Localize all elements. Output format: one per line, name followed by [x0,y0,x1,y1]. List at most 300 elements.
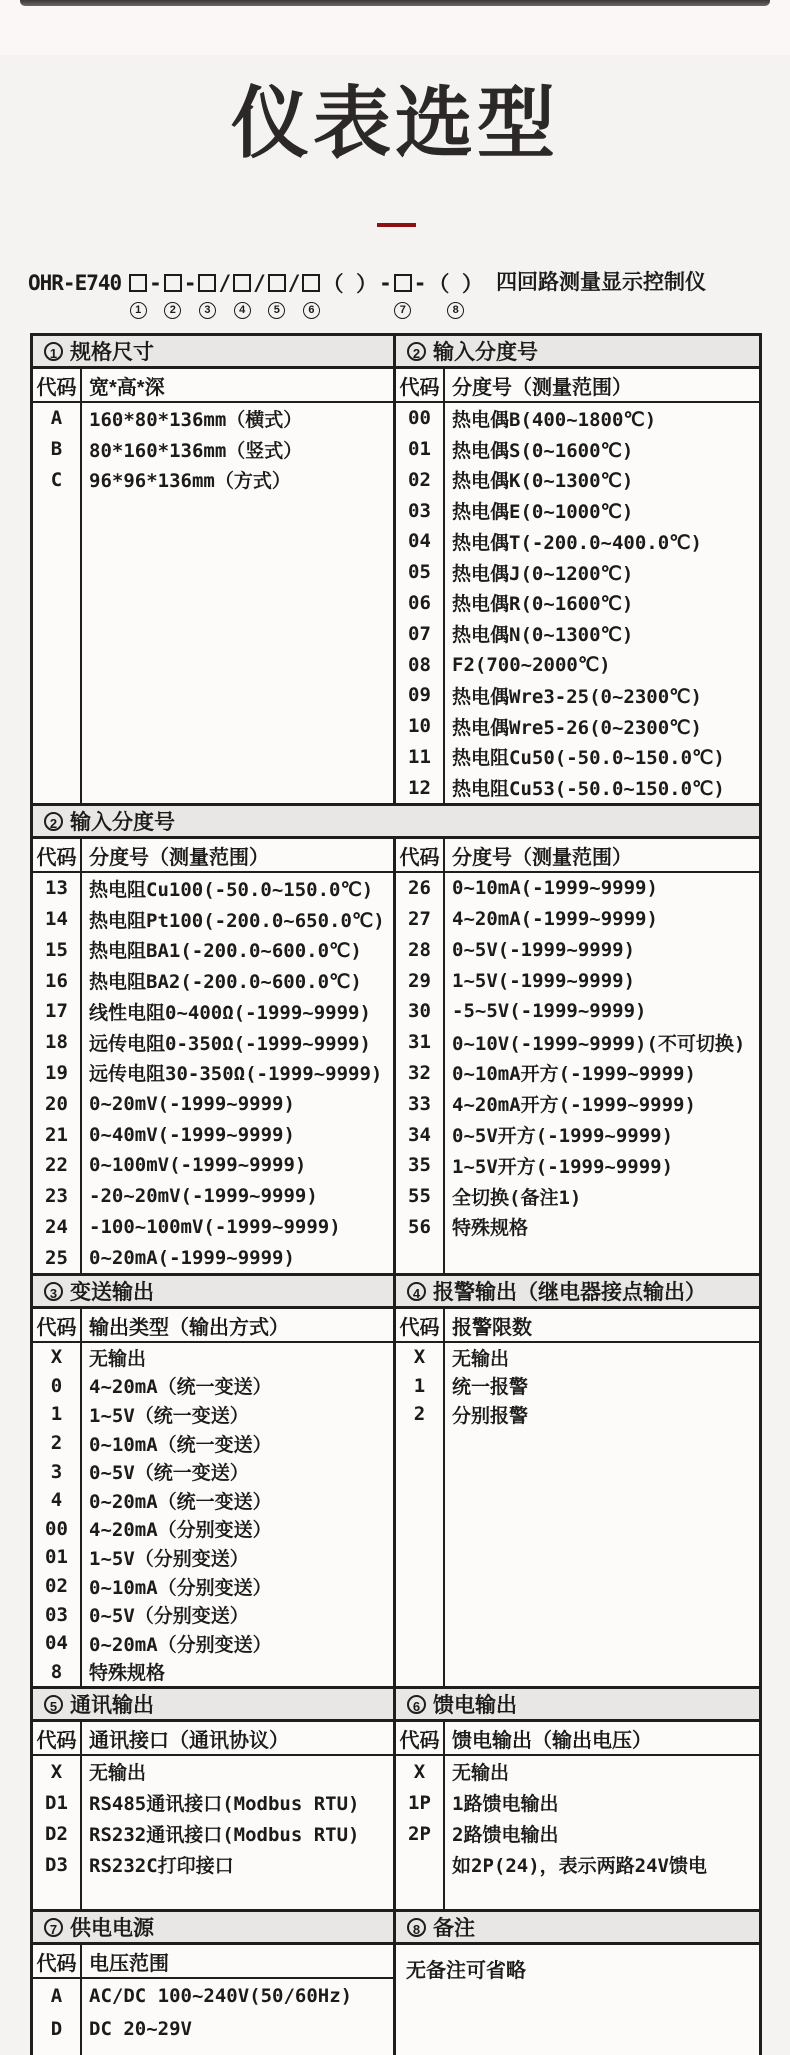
code-cell: D2 [45,1822,68,1845]
code-cell: 00 [45,1517,68,1540]
model-separator [253,270,266,319]
section-content [33,1945,759,2055]
column-header-desc: 馈电输出（输出电压） [452,1729,652,1752]
band-index-badge: 6 [407,1695,426,1714]
section-band-row [33,1273,759,1309]
code-cell: X [50,1760,63,1783]
desc-cell: 0~20mA（分别变送） [89,1633,272,1656]
desc-cell: 4~20mA开方(-1999~9999) [452,1094,696,1117]
desc-cell: 0~20mV(-1999~9999) [89,1092,295,1115]
desc-cell: 特殊规格 [89,1662,166,1685]
code-cell: 00 [408,407,431,430]
model-index-badge: 3 [199,302,216,319]
top-background-strip [0,0,790,55]
code-cell: 3 [50,1460,63,1483]
code-cell: 19 [45,1061,68,1084]
desc-cell: 全切换(备注1) [452,1186,582,1209]
code-cell: 22 [45,1154,68,1177]
code-cell: 25 [45,1246,68,1269]
code-cell: 14 [45,908,68,931]
model-code-row [28,270,706,319]
section-content [33,1722,759,1909]
model-box-token [302,270,320,319]
section-band [33,1276,393,1306]
code-column [396,873,445,1273]
desc-cell: 线性电阻0~400Ω(-1999~9999) [89,1001,371,1024]
code-cell: 2 [50,1432,63,1455]
desc-column [445,1343,759,1686]
desc-cell: 热电阻BA1(-200.0~600.0℃) [89,940,362,963]
band-label: 规格尺寸 [70,341,154,364]
desc-cell: 热电偶E(0~1000℃) [452,501,634,524]
section-band-row [33,803,759,839]
column-header-row [396,839,759,873]
model-index-line [394,301,411,319]
code-cell: 17 [45,1000,68,1023]
page-title: 仪表选型 [230,79,559,167]
column-header-code: 代码 [33,839,82,871]
table-half-right [393,369,759,803]
code-cell: 1P [408,1791,431,1814]
section-content [33,839,759,1273]
code-cell: 11 [408,745,431,768]
code-cell [396,1849,443,1880]
code-cell: 23 [45,1185,68,1208]
band-label: 馈电输出 [433,1694,517,1717]
desc-cell: 如2P(24)，表示两路24V馈电 [452,1855,707,1877]
desc-cell: RS232C打印接口 [89,1855,234,1877]
desc-cell: 0~10mA(-1999~9999) [452,877,658,900]
code-cell: 05 [408,561,431,584]
desc-column [82,1979,393,2055]
code-cell: 01 [408,438,431,461]
desc-cell: 0~20mA(-1999~9999) [89,1246,295,1269]
model-index-line [199,301,216,319]
code-cell: 03 [45,1603,68,1626]
desc-cell: 无输出 [452,1762,510,1784]
code-cell: 56 [408,1215,431,1238]
desc-column [82,1756,393,1909]
model-box-token [233,270,251,319]
desc-cell: 热电偶N(0~1300℃) [452,624,634,647]
table-half-left [33,839,393,1273]
column-header-desc: 报警限数 [452,1316,532,1339]
model-separator [428,270,483,319]
separator-glyph: （ ） [322,272,378,296]
model-box-outline [129,274,147,292]
code-cell: 26 [408,877,431,900]
desc-cell: 热电偶Wre3-25(0~2300℃) [452,685,702,708]
model-box [233,270,251,296]
desc-cell: RS485通讯接口(Modbus RTU) [89,1793,360,1815]
model-box-token [129,270,147,319]
column-header-row [33,1722,393,1756]
desc-cell: 热电阻Pt100(-200.0~650.0℃) [89,909,385,932]
desc-cell: 热电偶B(400~1800℃) [452,408,657,431]
model-separator [414,270,427,319]
band-label: 变送输出 [70,1281,154,1304]
column-header-desc: 输出类型（输出方式） [89,1316,289,1339]
table-section [33,1273,759,1686]
code-cell: 2 [413,1403,426,1426]
separator-glyph: / [253,271,266,295]
code-cell: A [50,407,63,430]
code-cell: 04 [408,530,431,553]
code-column [33,873,82,1273]
separator-glyph: （ ） [428,272,484,296]
table-half-right [393,1945,759,2055]
code-cell: 21 [45,1123,68,1146]
desc-cell: 热电偶K(0~1300℃) [452,470,634,493]
code-cell: 09 [408,684,431,707]
table-section [33,803,759,1273]
desc-cell: AC/DC 100~240V(50/60Hz) [89,1984,353,2007]
code-cell: 28 [408,938,431,961]
desc-cell: 2路馈电输出 [452,1824,559,1846]
model-box [268,270,286,296]
column-header-desc: 分度号（测量范围） [452,846,632,869]
model-separator [218,270,231,319]
table-section [33,1686,759,1909]
band-label: 输入分度号 [433,341,538,364]
code-cell: 31 [408,1031,431,1054]
desc-cell: 特殊规格 [452,1217,529,1240]
model-suffix: 四回路测量显示控制仪 [496,271,707,294]
table-body [396,1756,759,1909]
code-cell: 02 [45,1575,68,1598]
code-cell: 13 [45,877,68,900]
desc-cell: 热电偶J(0~1200℃) [452,562,634,585]
code-cell: 35 [408,1154,431,1177]
desc-cell: 0~40mV(-1999~9999) [89,1123,295,1146]
column-header-desc: 分度号（测量范围） [89,846,269,869]
code-cell: 2P [408,1822,431,1845]
desc-cell: 热电阻BA2(-200.0~600.0℃) [89,971,362,994]
column-header-row [33,1309,393,1343]
column-header-row [33,1945,393,1979]
column-header-desc: 宽*高*深 [89,376,165,399]
table-body [33,1756,393,1909]
desc-cell: 0~10V(-1999~9999)(不可切换) [452,1032,746,1055]
title-underline-dash [377,223,416,227]
column-header-code: 代码 [33,1309,82,1341]
desc-cell: 热电偶Wre5-26(0~2300℃) [452,716,702,739]
band-index-badge: 2 [44,812,63,831]
model-prefix: OHR-E740 [28,271,122,295]
section-band [33,1689,393,1719]
model-box [129,270,147,296]
code-cell: 16 [45,969,68,992]
code-cell: 55 [408,1185,431,1208]
table-half-left [33,1722,393,1909]
desc-column [82,873,393,1273]
model-box-token [394,270,412,319]
separator-glyph: / [218,271,232,295]
desc-cell: 1~5V（分别变送） [89,1547,249,1570]
code-cell: 34 [408,1123,431,1146]
desc-cell: 0~20mA（统一变送） [89,1490,272,1513]
code-cell: 03 [408,499,431,522]
table-half-right [393,839,759,1273]
desc-column [445,873,759,1273]
desc-cell: -100~100mV(-1999~9999) [89,1215,341,1238]
code-column [33,1343,82,1686]
table-body [396,873,759,1273]
desc-cell: 0~5V（统一变送） [89,1462,249,1485]
separator-glyph: / [287,271,301,295]
code-cell: 1 [413,1374,426,1397]
separator-glyph: - [413,271,427,295]
column-header-row [396,1722,759,1756]
model-box-outline [233,274,251,292]
code-cell: D [50,2017,63,2040]
desc-cell: 0~5V开方(-1999~9999) [452,1125,674,1147]
column-header-code: 代码 [396,1309,445,1341]
code-cell: 07 [408,622,431,645]
separator-glyph: - [183,271,197,295]
column-header-row [396,1309,759,1343]
table-section [33,1909,759,2055]
code-column [33,1979,82,2055]
desc-cell: 160*80*136mm（横式） [89,408,303,431]
desc-cell: -5~5V(-1999~9999) [452,1000,647,1023]
desc-cell: 远传电阻30-350Ω(-1999~9999) [89,1063,383,1086]
desc-cell: 0~5V（分别变送） [89,1605,249,1628]
desc-cell: 统一报警 [452,1376,529,1399]
desc-cell: DC 20~29V [89,2017,192,2040]
column-header-code: 代码 [396,1722,445,1754]
code-cell: C [50,468,63,491]
table-body [33,1979,393,2055]
model-box [164,270,182,296]
column-header-row [33,839,393,873]
desc-column [445,1756,759,1909]
column-header-code: 代码 [33,1722,82,1754]
code-cell: B [50,438,63,461]
selection-table [30,333,762,2055]
code-cell: 27 [408,908,431,931]
table-body [33,873,393,1273]
section-content [33,369,759,803]
note-cell: 无备注可省略 [406,1960,526,1982]
separator-glyph: - [379,271,392,295]
model-box-outline [302,274,320,292]
column-header-code: 代码 [33,369,82,401]
model-separator [288,270,301,319]
code-cell: D1 [45,1791,68,1814]
code-column [396,403,445,803]
code-cell: 18 [45,1031,68,1054]
model-index-line [268,301,285,319]
section-band-row [33,336,759,369]
code-cell: 0 [50,1374,63,1397]
code-cell: X [50,1346,63,1369]
section-band-row [33,1909,759,1945]
model-index-line [447,301,464,319]
table-half-left [33,369,393,803]
desc-cell: 96*96*136mm（方式） [89,470,291,493]
band-label: 通讯输出 [70,1694,154,1717]
model-index-line [130,301,147,319]
model-index-line [303,301,320,319]
desc-cell: 1~5V(-1999~9999) [452,969,636,992]
table-half-right [393,1722,759,1909]
model-box-token [268,270,286,319]
desc-cell: 0~10mA（统一变送） [89,1433,272,1456]
code-cell: 33 [408,1092,431,1115]
desc-cell: 热电阻Cu100(-50.0~150.0℃) [89,878,374,901]
model-index-badge: 1 [130,302,147,319]
table-half-left [33,1945,393,2055]
band-index-badge: 4 [407,1282,426,1301]
model-index-badge: 4 [234,302,251,319]
section-band [33,806,759,836]
table-body [396,1343,759,1686]
code-cell: 06 [408,591,431,614]
model-box [198,270,216,296]
code-cell: 12 [408,776,431,799]
desc-column [445,403,759,803]
desc-cell: 分别报警 [452,1404,529,1427]
code-cell: X [413,1346,426,1369]
code-column [33,403,82,803]
table-section [33,336,759,803]
column-header-code: 代码 [396,839,445,871]
code-cell: 04 [45,1632,68,1655]
table-half-right [393,1309,759,1686]
model-index-badge: 7 [394,302,411,319]
desc-cell: 热电阻Cu50(-50.0~150.0℃) [452,747,725,770]
model-box-outline [268,274,286,292]
model-index-badge: 2 [164,302,181,319]
band-index-badge: 1 [44,342,63,361]
table-body [33,1343,393,1686]
section-band [393,1912,759,1942]
band-label: 报警输出（继电器接点输出） [433,1281,706,1304]
desc-cell: 1路馈电输出 [452,1793,559,1815]
separator-glyph: - [149,271,162,295]
desc-cell: 4~20mA（分别变送） [89,1519,272,1542]
section-band [393,336,759,366]
band-index-badge: 8 [407,1918,426,1937]
section-band [393,1276,759,1306]
model-index-badge: 5 [268,302,285,319]
model-separator [149,270,162,319]
band-index-badge: 3 [44,1282,63,1301]
desc-cell: 80*160*136mm（竖式） [89,439,303,462]
code-cell: A [50,1984,63,2007]
desc-cell: 4~20mA(-1999~9999) [452,908,658,931]
section-band [33,336,393,366]
desc-cell: 热电偶T(-200.0~400.0℃) [452,531,702,554]
desc-cell: 热电阻Cu53(-50.0~150.0℃) [452,778,725,801]
desc-cell: 无输出 [89,1762,147,1784]
code-cell: 10 [408,715,431,738]
model-box [394,270,412,296]
band-index-badge: 2 [407,342,426,361]
desc-cell: F2(700~2000℃) [452,653,611,676]
model-box-outline [164,274,182,292]
code-cell: 4 [50,1489,63,1512]
model-box-outline [198,274,216,292]
model-index-badge: 8 [447,302,464,319]
desc-cell: 热电偶R(0~1600℃) [452,593,634,616]
desc-column [82,403,393,803]
code-cell: 20 [45,1092,68,1115]
column-header-row [396,369,759,403]
band-label: 备注 [433,1917,475,1940]
code-cell: 24 [45,1215,68,1238]
desc-cell: 热电偶S(0~1600℃) [452,439,634,462]
code-cell: 02 [408,468,431,491]
code-cell: 30 [408,1000,431,1023]
code-cell: 8 [50,1660,63,1683]
band-label: 供电电源 [70,1917,154,1940]
model-index-line [164,301,181,319]
column-header-desc: 通讯接口（通讯协议） [89,1729,289,1752]
band-index-badge: 7 [44,1918,63,1937]
desc-cell: 无输出 [89,1347,147,1370]
band-label: 输入分度号 [70,811,175,834]
desc-cell: 无输出 [452,1347,510,1370]
model-box-token [198,270,216,319]
code-cell: 29 [408,969,431,992]
table-body [396,403,759,803]
column-header-desc: 分度号（测量范围） [452,376,632,399]
model-box-outline [394,274,412,292]
desc-column [82,1343,393,1686]
column-header-desc: 电压范围 [89,1952,169,1975]
section-content [33,1309,759,1686]
code-column [396,1756,445,1909]
code-cell: X [413,1760,426,1783]
desc-cell: 1~5V（统一变送） [89,1404,249,1427]
model-token-strip [128,270,484,319]
top-divider-bar [20,0,770,6]
model-index-badge: 6 [303,302,320,319]
model-separator [184,270,197,319]
code-column [396,1343,445,1686]
model-separator [322,270,377,319]
column-header-code: 代码 [396,369,445,401]
desc-cell: 0~5V(-1999~9999) [452,938,636,961]
column-header-row [33,369,393,403]
code-cell: 15 [45,938,68,961]
desc-cell: 4~20mA（统一变送） [89,1376,272,1399]
section-band [393,1689,759,1719]
code-column [33,1756,82,1909]
code-cell: D3 [45,1853,68,1876]
column-header-code: 代码 [33,1945,82,1977]
model-box [302,270,320,296]
model-index-line [234,301,251,319]
desc-cell: 0~100mV(-1999~9999) [89,1154,307,1177]
model-separator [379,270,392,319]
desc-cell: -20~20mV(-1999~9999) [89,1185,318,1208]
code-cell: 1 [50,1403,63,1426]
desc-cell: 0~10mA开方(-1999~9999) [452,1063,696,1086]
desc-cell: 0~10mA（分别变送） [89,1576,272,1599]
desc-cell: 远传电阻0-350Ω(-1999~9999) [89,1032,371,1055]
desc-cell: RS232通讯接口(Modbus RTU) [89,1824,360,1846]
code-cell: 01 [45,1546,68,1569]
model-box-token [164,270,182,319]
desc-cell: 1~5V开方(-1999~9999) [452,1155,674,1178]
table-body [33,403,393,803]
band-index-badge: 5 [44,1695,63,1714]
section-band-row [33,1686,759,1722]
section-band [33,1912,393,1942]
